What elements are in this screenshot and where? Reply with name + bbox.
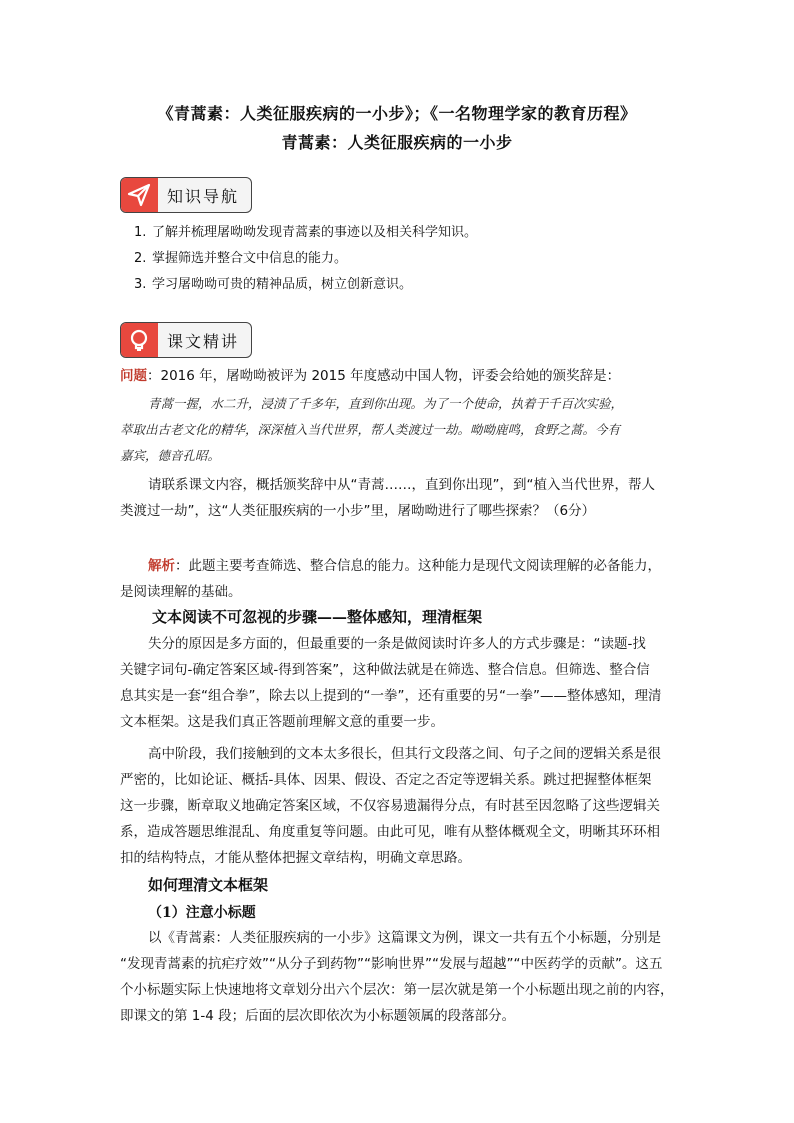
question-ask: 请联系课文内容，概括颁奖辞中从“青蒿……，直到你出现”，到“植入当代世界，帮人 (148, 477, 655, 493)
objective-item (134, 250, 347, 268)
section-heading: 如何理清文本框架 (148, 876, 269, 894)
body-line: 息其实是一套“组合拳”，除去以上提到的“一拳”，还有重要的另“一拳”——整体感知，理清 (120, 688, 662, 704)
badge-label: 知识导航 (167, 187, 240, 206)
body-line: “发现青蒿素的抗疟疗效”“从分子到药物”“影响世界”“发展与超越”“中医药学的贡献”。这五 (120, 956, 663, 972)
objective-text: 学习屠呦呦可贵的精神品质，树立创新意识。 (152, 277, 413, 292)
citation-line: 嘉宾，德音孔昭。 (120, 448, 221, 463)
body-line: 严密的，比如论证、概括-具体、因果、假设、否定之否定等逻辑关系。跳过把握整体框架 (120, 772, 652, 788)
knowledge-nav-badge (120, 177, 252, 213)
objective-text: 了解并梳理屠呦呦发现青蒿素的事迹以及相关科学知识。 (152, 225, 478, 240)
analysis-line (148, 556, 680, 576)
analysis-sep: ： (175, 558, 189, 574)
text-explanation-badge (120, 322, 252, 358)
subsection-heading: （1）注意小标题 (148, 905, 256, 921)
question-line (120, 366, 680, 386)
document-title: 《青蒿素：人类征服疾病的一小步》；《一名物理学家的教育历程》 (157, 104, 637, 123)
analysis-text: 此题主要考查筛选、整合信息的能力。这种能力是现代文阅读理解的必备能力， (188, 558, 661, 574)
objective-number: 2. (134, 251, 147, 266)
body-line: 高中阶段，我们接触到的文本太多很长，但其行文段落之间、句子之间的逻辑关系是很 (148, 746, 661, 762)
section-heading: 文本阅读不可忽视的步骤——整体感知，理清框架 (152, 608, 483, 626)
body-line: 文本框架。这是我们真正答题前理解文意的重要一步。 (120, 714, 444, 730)
objective-number: 1. (134, 225, 147, 240)
question-ask: 类渡过一劫”，这“人类征服疾病的一小步”里，屠呦呦进行了哪些探索？（6分） (120, 503, 596, 519)
objective-text: 掌握筛选并整合文中信息的能力。 (152, 251, 348, 266)
paper-plane-icon (120, 177, 158, 213)
objective-item (134, 224, 477, 242)
question-sep: ： (147, 368, 161, 384)
citation-line: 萃取出古老文化的精华，深深植入当代世界，帮人类渡过一劫。呦呦鹿鸣，食野之蒿。今有 (120, 422, 621, 437)
lesson-title: 青蒿素：人类征服疾病的一小步 (281, 133, 513, 152)
body-line: 系，造成答题思维混乱、角度重复等问题。由此可见，唯有从整体概观全文，明晰其环环相 (120, 824, 660, 840)
citation-line: 青蒿一握，水二升，浸渍了千多年，直到你出现。为了一个使命，执着于千百次实验， (148, 396, 624, 411)
badge-label: 课文精讲 (167, 332, 240, 351)
body-line: 这一步骤，断章取义地确定答案区域，不仅容易遗漏得分点，有时甚至因忽略了这些逻辑关 (120, 798, 660, 814)
body-line: 个小标题实际上快速地将文章划分出六个层次：第一层次就是第一个小标题出现之前的内容， (120, 982, 674, 998)
body-line: 失分的原因是多方面的，但最重要的一条是做阅读时许多人的方式步骤是：“读题-找 (148, 636, 646, 652)
body-line: 扣的结构特点，才能从整体把握文章结构，明确文章思路。 (120, 850, 471, 866)
body-line: 即课文的第 1-4 段；后面的层次即依次为小标题领属的段落部分。 (120, 1008, 516, 1024)
lightbulb-icon (120, 322, 158, 358)
body-line: 以《青蒿素：人类征服疾病的一小步》这篇课文为例，课文一共有五个小标题，分别是 (148, 930, 661, 946)
objective-number: 3. (134, 277, 147, 292)
question-intro: 2016 年，屠呦呦被评为 2015 年度感动中国人物，评委会给她的颁奖辞是： (160, 368, 621, 384)
analysis-line: 是阅读理解的基础。 (120, 584, 242, 600)
analysis-label: 解析 (148, 558, 175, 574)
question-label: 问题 (120, 368, 147, 384)
objective-item (134, 276, 412, 294)
body-line: 关键字词句-确定答案区域-得到答案”，这种做法就是在筛选、整合信息。但筛选、整合信 (120, 662, 650, 678)
